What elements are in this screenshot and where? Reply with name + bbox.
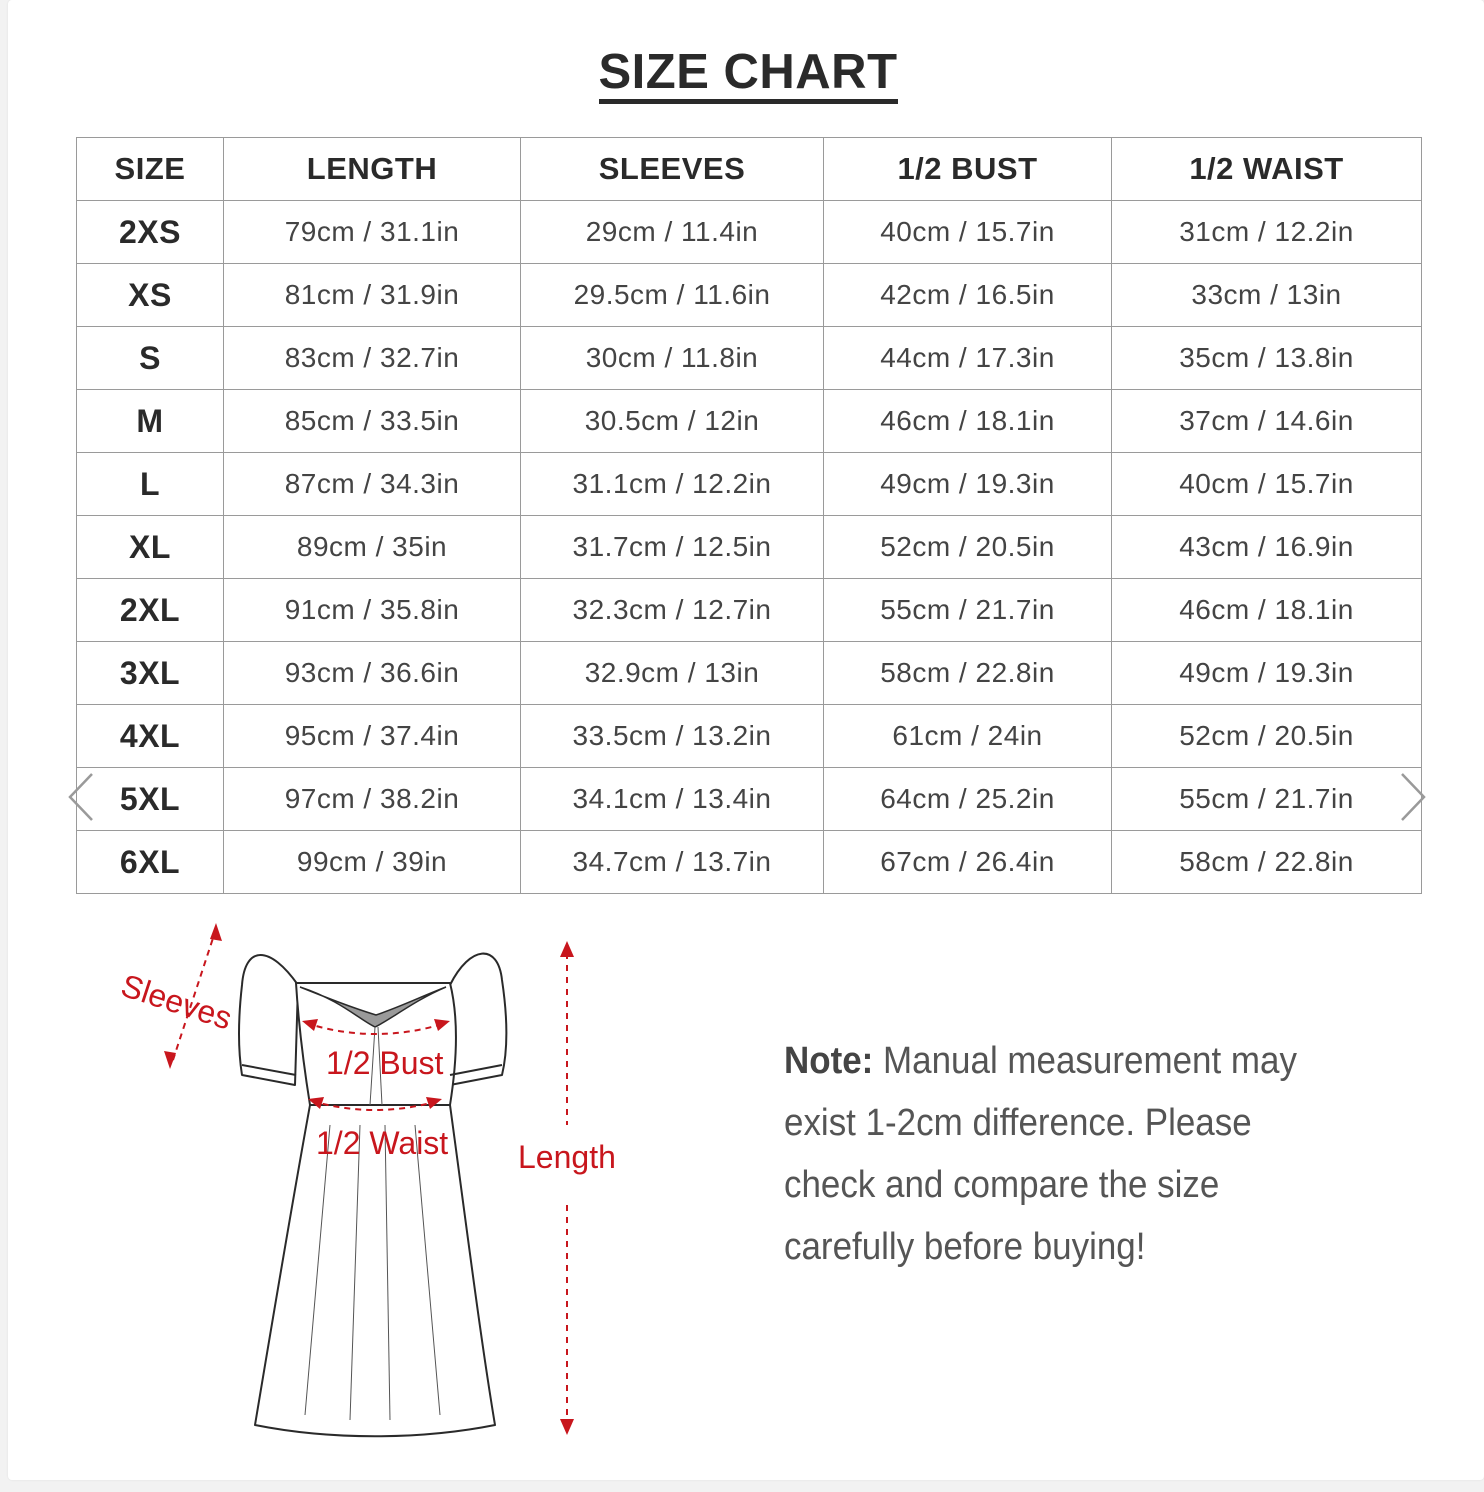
cell-sleeves: 34.7cm / 13.7in: [521, 831, 824, 894]
bust-label: 1/2 Bust: [326, 1045, 444, 1081]
chevron-left-icon[interactable]: [66, 772, 96, 822]
cell-half-bust: 44cm / 17.3in: [824, 327, 1112, 390]
table-row: [77, 516, 1422, 579]
cell-sleeves: 31.1cm / 12.2in: [521, 453, 824, 516]
cell-length: 83cm / 32.7in: [224, 327, 521, 390]
header-size: SIZE: [77, 138, 224, 201]
cell-half-waist: 40cm / 15.7in: [1112, 453, 1422, 516]
cell-half-bust: 61cm / 24in: [824, 705, 1112, 768]
cell-half-bust: 64cm / 25.2in: [824, 768, 1112, 831]
table-row: [77, 264, 1422, 327]
table-row: [77, 579, 1422, 642]
cell-length: 93cm / 36.6in: [224, 642, 521, 705]
cell-sleeves: 29.5cm / 11.6in: [521, 264, 824, 327]
sleeves-label: Sleeves: [116, 967, 237, 1037]
cell-size: L: [77, 453, 224, 516]
cell-half-waist: 49cm / 19.3in: [1112, 642, 1422, 705]
cell-sleeves: 32.9cm / 13in: [521, 642, 824, 705]
note-text: [784, 1030, 1336, 1278]
cell-half-bust: 52cm / 20.5in: [824, 516, 1112, 579]
dress-measurement-diagram: [116, 915, 640, 1445]
cell-size: 5XL: [77, 768, 224, 831]
page-title: [0, 44, 1484, 104]
cell-half-bust: 40cm / 15.7in: [824, 201, 1112, 264]
cell-length: 89cm / 35in: [224, 516, 521, 579]
cell-size: M: [77, 390, 224, 453]
title-text: SIZE CHART: [599, 46, 898, 104]
cell-half-bust: 58cm / 22.8in: [824, 642, 1112, 705]
cell-half-waist: 43cm / 16.9in: [1112, 516, 1422, 579]
cell-half-bust: 42cm / 16.5in: [824, 264, 1112, 327]
note-prefix: Note:: [784, 1040, 874, 1082]
cell-size: 2XL: [77, 579, 224, 642]
cell-sleeves: 32.3cm / 12.7in: [521, 579, 824, 642]
size-table: [76, 137, 1422, 894]
cell-size: 3XL: [77, 642, 224, 705]
table-row: [77, 705, 1422, 768]
cell-length: 91cm / 35.8in: [224, 579, 521, 642]
cell-length: 81cm / 31.9in: [224, 264, 521, 327]
cell-half-bust: 55cm / 21.7in: [824, 579, 1112, 642]
cell-length: 85cm / 33.5in: [224, 390, 521, 453]
cell-sleeves: 34.1cm / 13.4in: [521, 768, 824, 831]
cell-length: 95cm / 37.4in: [224, 705, 521, 768]
cell-half-waist: 37cm / 14.6in: [1112, 390, 1422, 453]
table-row: [77, 768, 1422, 831]
cell-half-bust: 49cm / 19.3in: [824, 453, 1112, 516]
cell-sleeves: 30cm / 11.8in: [521, 327, 824, 390]
cell-half-waist: 31cm / 12.2in: [1112, 201, 1422, 264]
cell-sleeves: 29cm / 11.4in: [521, 201, 824, 264]
table-row: [77, 327, 1422, 390]
header-half-bust: 1/2 BUST: [824, 138, 1112, 201]
cell-half-waist: 35cm / 13.8in: [1112, 327, 1422, 390]
cell-size: XL: [77, 516, 224, 579]
cell-half-waist: 55cm / 21.7in: [1112, 768, 1422, 831]
cell-length: 97cm / 38.2in: [224, 768, 521, 831]
cell-half-waist: 58cm / 22.8in: [1112, 831, 1422, 894]
cell-size: 2XS: [77, 201, 224, 264]
cell-sleeves: 31.7cm / 12.5in: [521, 516, 824, 579]
cell-half-waist: 52cm / 20.5in: [1112, 705, 1422, 768]
cell-size: 4XL: [77, 705, 224, 768]
cell-length: 79cm / 31.1in: [224, 201, 521, 264]
table-body: [77, 201, 1422, 894]
cell-length: 87cm / 34.3in: [224, 453, 521, 516]
header-half-waist: 1/2 WAIST: [1112, 138, 1422, 201]
table-row: [77, 201, 1422, 264]
table-row: [77, 390, 1422, 453]
table-row: [77, 642, 1422, 705]
table-row: [77, 831, 1422, 894]
cell-size: 6XL: [77, 831, 224, 894]
header-length: LENGTH: [224, 138, 521, 201]
cell-half-bust: 67cm / 26.4in: [824, 831, 1112, 894]
chevron-right-icon[interactable]: [1398, 772, 1428, 822]
cell-size: S: [77, 327, 224, 390]
cell-half-waist: 46cm / 18.1in: [1112, 579, 1422, 642]
table-header-row: [77, 138, 1422, 201]
header-sleeves: SLEEVES: [521, 138, 824, 201]
cell-half-waist: 33cm / 13in: [1112, 264, 1422, 327]
cell-sleeves: 30.5cm / 12in: [521, 390, 824, 453]
cell-length: 99cm / 39in: [224, 831, 521, 894]
waist-label: 1/2 Waist: [316, 1125, 449, 1161]
table-row: [77, 453, 1422, 516]
note-body: Manual measurement may exist 1-2cm difference. Please check and compare the size carefully before buying!: [784, 1040, 1297, 1268]
cell-sleeves: 33.5cm / 13.2in: [521, 705, 824, 768]
cell-size: XS: [77, 264, 224, 327]
length-label: Length: [518, 1139, 616, 1175]
cell-half-bust: 46cm / 18.1in: [824, 390, 1112, 453]
